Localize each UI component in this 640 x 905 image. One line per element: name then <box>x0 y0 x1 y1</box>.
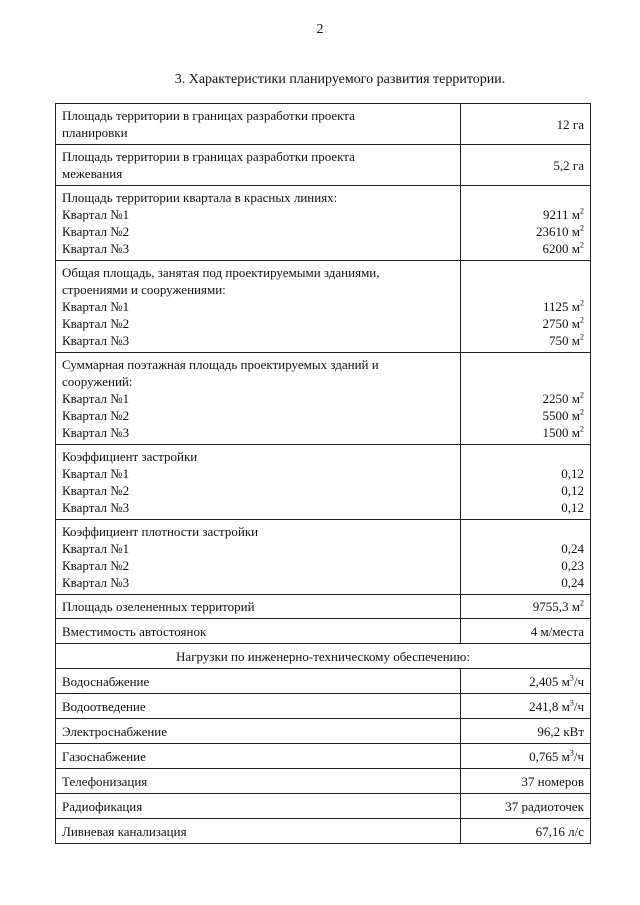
row-value: 9755,3 $м^2$ <box>461 595 591 619</box>
block-label: Квартал №2 <box>62 483 130 498</box>
table-row-building-area <box>56 261 591 353</box>
table-row-green-area <box>56 595 591 619</box>
block-label: Квартал №3 <box>62 425 130 440</box>
row-value: 0,765 $м^3/ч$ <box>461 744 591 769</box>
row-label <box>56 261 461 353</box>
row-label <box>56 445 461 520</box>
block-value: 750 $м^2$ <box>549 332 584 348</box>
block-label: Квартал №3 <box>62 575 130 590</box>
row-label: Ливневая канализация <box>56 819 461 844</box>
row-value <box>461 520 591 595</box>
row-label <box>56 186 461 261</box>
row-label <box>56 145 461 186</box>
row-title: Коэффициент плотности застройки <box>62 524 259 539</box>
block-value: 0,23 <box>561 558 584 573</box>
row-label: Телефонизация <box>56 769 461 794</box>
table-row-gas-supply <box>56 744 591 769</box>
row-label: Электроснабжение <box>56 719 461 744</box>
block-label: Квартал №1 <box>62 466 130 481</box>
block-label: Квартал №2 <box>62 558 130 573</box>
block-value: 9211 $м^2$ <box>542 206 584 222</box>
row-label: Газоснабжение <box>56 744 461 769</box>
table-row-water-supply <box>56 669 591 694</box>
row-label-line: планировки <box>62 125 128 140</box>
block-value: 1500 $м^2$ <box>542 424 584 440</box>
table-row-water-disposal <box>56 694 591 719</box>
row-value: 37 номеров <box>461 769 591 794</box>
table-row-block-area <box>56 186 591 261</box>
row-value: 67,16 л/с <box>461 819 591 844</box>
row-value <box>461 186 591 261</box>
table-row-radio <box>56 794 591 819</box>
row-title: сооружений: <box>62 374 133 389</box>
block-value: 2750 $м^2$ <box>542 315 584 331</box>
block-label: Квартал №1 <box>62 299 130 314</box>
block-value: 0,24 <box>561 541 584 556</box>
table-row-floor-area <box>56 353 591 445</box>
table-row-density-ratio <box>56 520 591 595</box>
row-title: Суммарная поэтажная площадь проектируемых зданий и <box>62 357 379 372</box>
block-label: Квартал №3 <box>62 333 130 348</box>
block-value: 1125 $м^2$ <box>542 298 584 314</box>
block-label: Квартал №2 <box>62 224 130 239</box>
table-row-surveying-area <box>56 145 591 186</box>
block-label: Квартал №2 <box>62 316 130 331</box>
table-row-parking <box>56 619 591 644</box>
section-header: Нагрузки по инженерно-техническому обеспечению: <box>56 644 591 669</box>
row-label-line: межевания <box>62 166 123 181</box>
block-label: Квартал №1 <box>62 391 130 406</box>
table-row-storm-sewer <box>56 819 591 844</box>
row-label: Водоотведение <box>56 694 461 719</box>
block-label: Квартал №3 <box>62 500 130 515</box>
row-value: 12 га <box>461 104 591 145</box>
row-title: Площадь территории квартала в красных линиях: <box>62 190 338 205</box>
table-row-telephony <box>56 769 591 794</box>
row-label: Вместимость автостоянок <box>56 619 461 644</box>
table-row-power-supply <box>56 719 591 744</box>
row-title: Общая площадь, занятая под проектируемыми зданиями, <box>62 265 380 280</box>
row-label <box>56 104 461 145</box>
row-label-line: Площадь территории в границах разработки проекта <box>62 108 355 123</box>
row-value: 5,2 га <box>461 145 591 186</box>
block-label: Квартал №3 <box>62 241 130 256</box>
page-number: 2 <box>316 22 324 37</box>
block-value: 2250 $м^2$ <box>542 390 584 406</box>
section-title: 3. Характеристики планируемого развития территории. <box>174 72 506 87</box>
block-value: 0,12 <box>561 500 584 515</box>
block-value: 0,12 <box>561 466 584 481</box>
row-label: Водоснабжение <box>56 669 461 694</box>
row-label: Площадь озелененных территорий <box>56 595 461 619</box>
row-value: 2,405 $м^3/ч$ <box>461 669 591 694</box>
block-value: 0,12 <box>561 483 584 498</box>
row-label-line: Площадь территории в границах разработки проекта <box>62 149 355 164</box>
row-value <box>461 353 591 445</box>
row-value: 4 м/места <box>461 619 591 644</box>
row-value: 96,2 кВт <box>461 719 591 744</box>
block-value: 5500 $м^2$ <box>542 407 584 423</box>
block-label: Квартал №2 <box>62 408 130 423</box>
row-label <box>56 520 461 595</box>
row-title: строениями и сооружениями: <box>62 282 226 297</box>
row-value: 241,8 $м^3/ч$ <box>461 694 591 719</box>
row-value <box>461 261 591 353</box>
row-value <box>461 445 591 520</box>
table-row-coverage-ratio <box>56 445 591 520</box>
table-row-loads-header <box>56 644 591 669</box>
row-title: Коэффициент застройки <box>62 449 198 464</box>
table-row-planning-area <box>56 104 591 145</box>
row-label <box>56 353 461 445</box>
block-label: Квартал №1 <box>62 541 130 556</box>
block-value: 23610 $м^2$ <box>536 223 584 239</box>
block-value: 6200 $м^2$ <box>542 240 584 256</box>
row-value: 37 радиоточек <box>461 794 591 819</box>
characteristics-table <box>55 103 591 844</box>
block-value: 0,24 <box>561 575 584 590</box>
block-label: Квартал №1 <box>62 207 130 222</box>
row-label: Радиофикация <box>56 794 461 819</box>
